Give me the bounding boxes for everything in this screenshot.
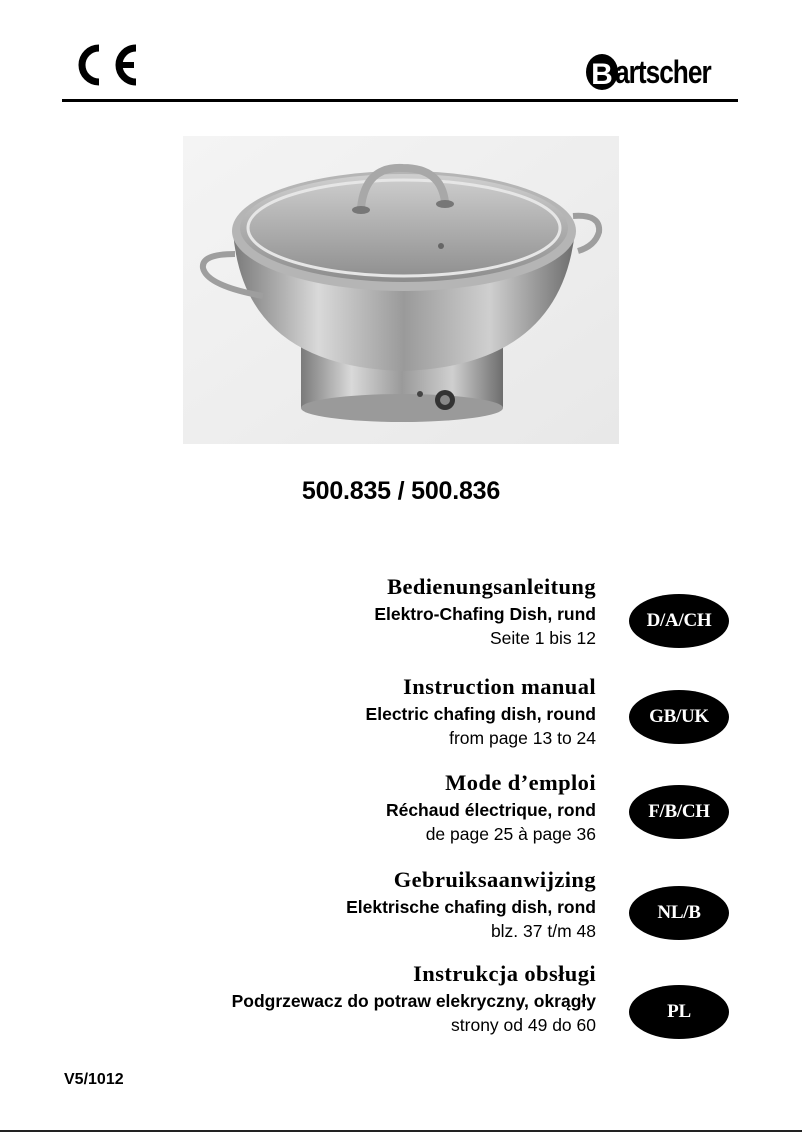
ce-mark-logo <box>70 42 142 88</box>
language-badge-nl: NL/B <box>629 886 729 940</box>
product-description: Elektro-Chafing Dish, rund <box>374 604 596 624</box>
language-block-de <box>374 574 596 650</box>
page-range: de page 25 à page 36 <box>425 824 596 844</box>
brand-name: artscher <box>615 54 711 90</box>
language-block-pl <box>232 961 596 1037</box>
manual-title: Bedienungsanleitung <box>387 574 596 599</box>
product-description: Electric chafing dish, round <box>365 704 596 724</box>
chafing-dish-photo <box>183 136 619 444</box>
language-badge-pl: PL <box>629 985 729 1039</box>
bartscher-logo <box>585 50 732 94</box>
page-range: strony od 49 do 60 <box>451 1015 596 1035</box>
product-description: Elektrische chafing dish, rond <box>346 897 596 917</box>
model-numbers: 500.835 / 500.836 <box>301 477 501 505</box>
version-number: V5/1012 <box>64 1071 124 1088</box>
svg-text:B: B <box>591 58 614 91</box>
header-divider <box>62 99 738 102</box>
manual-title: Mode d’emploi <box>445 770 596 795</box>
manual-title: Instruction manual <box>403 674 596 699</box>
page-range: Seite 1 bis 12 <box>489 628 596 648</box>
page-range: blz. 37 t/m 48 <box>490 921 596 941</box>
page-range: from page 13 to 24 <box>449 728 596 748</box>
product-description: Podgrzewacz do potraw elekryczny, okrągły <box>231 991 596 1011</box>
language-block-nl <box>346 867 596 943</box>
language-badge-fr: F/B/CH <box>629 785 729 839</box>
manual-title: Instrukcja obsługi <box>413 961 596 986</box>
manual-title: Gebruiksaanwijzing <box>393 867 596 892</box>
language-block-fr <box>386 770 596 846</box>
product-description: Réchaud électrique, rond <box>385 800 596 820</box>
language-block-en <box>366 674 596 750</box>
footer-divider <box>0 1130 802 1132</box>
language-badge-de: D/A/CH <box>629 594 729 648</box>
language-badge-en: GB/UK <box>629 690 729 744</box>
